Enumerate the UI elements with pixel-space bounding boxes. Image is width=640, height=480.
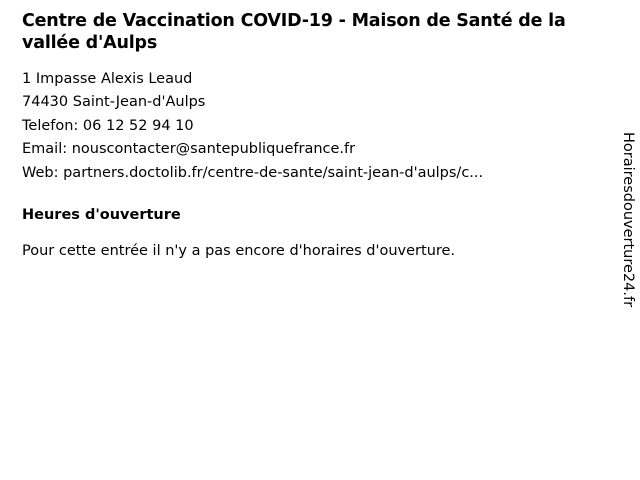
site-watermark: Horairesdouverture24.fr [620, 132, 636, 308]
address-street: 1 Impasse Alexis Leaud [22, 70, 193, 87]
address-block [22, 68, 600, 185]
document-content [22, 10, 600, 259]
email-line: Email: nouscontacter@santepubliquefrance.fr [22, 141, 356, 158]
phone-line: Telefon: 06 12 52 94 10 [22, 117, 194, 134]
page-title: Centre de Vaccination COVID-19 - Maison de Santé de la vallée d'Aulps [22, 11, 566, 54]
address-city: 74430 Saint-Jean-d'Aulps [22, 94, 206, 111]
website-line[interactable]: Web: partners.doctolib.fr/centre-de-sante/saint-jean-d'aulps/c... [22, 164, 484, 181]
opening-hours-heading: Heures d'ouverture [22, 207, 181, 224]
opening-hours-message: Pour cette entrée il n'y a pas encore d'horaires d'ouverture. [22, 243, 456, 260]
